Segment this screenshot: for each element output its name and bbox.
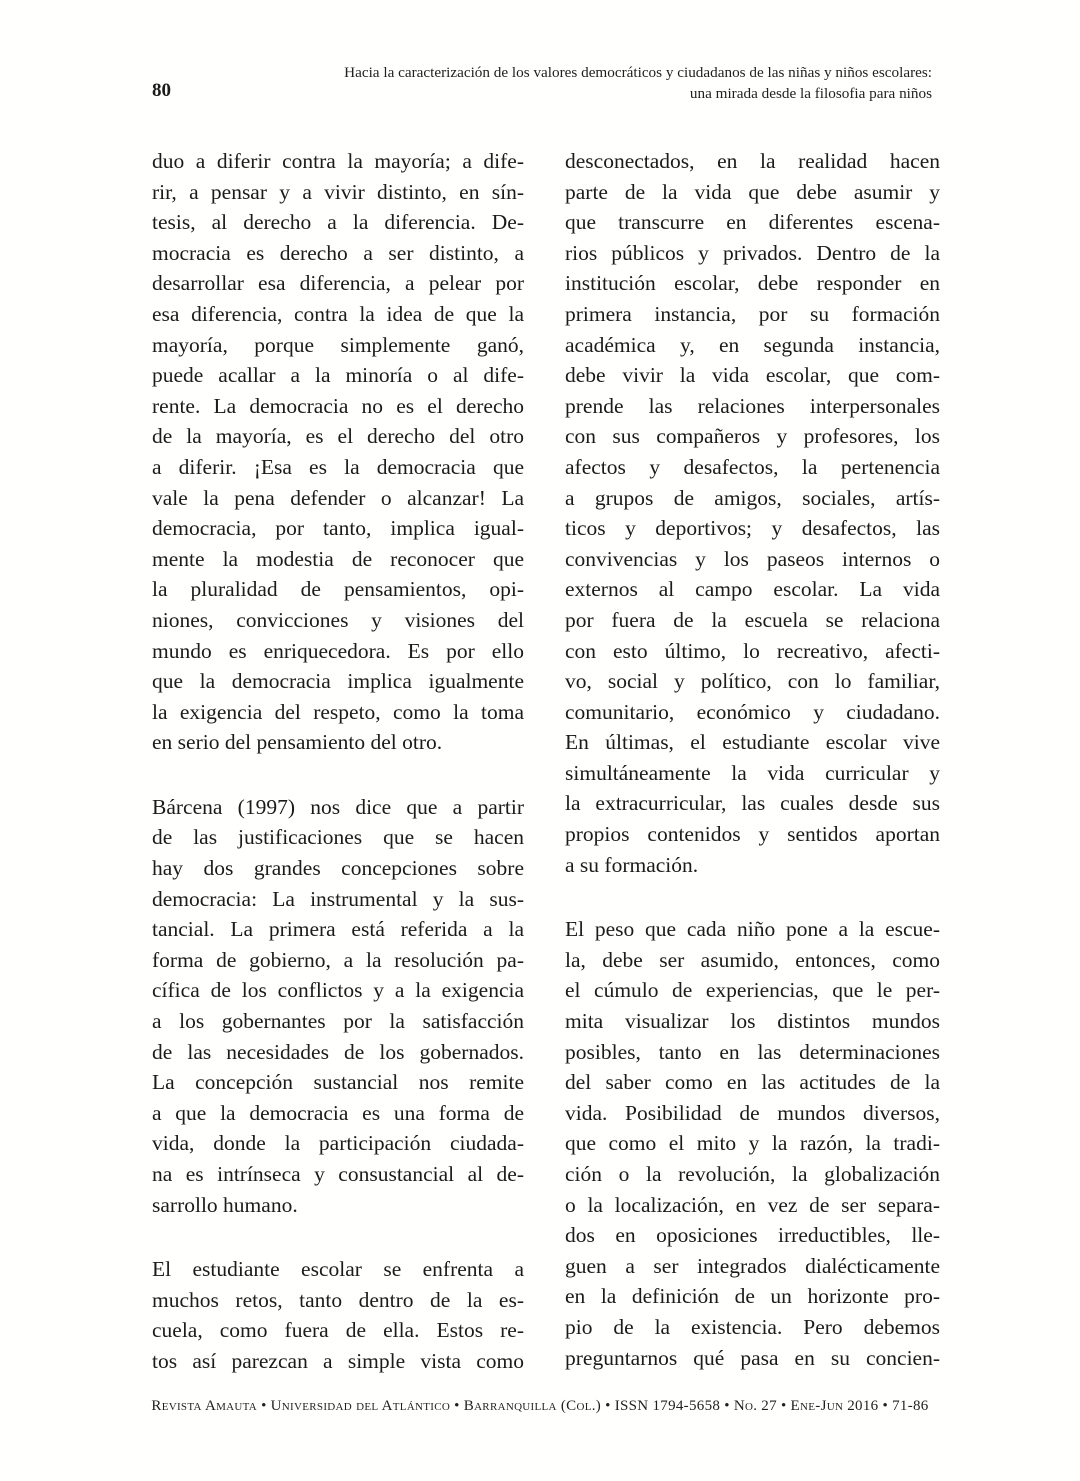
text-line: puede acallar a la minoría o al dife- (152, 363, 524, 388)
text-line: la exigencia del respeto, como la toma (152, 699, 524, 724)
text-line: guen a ser integrados dialécticamente (565, 1253, 940, 1278)
text-line: dos en oposiciones irreductibles, lle- (565, 1223, 940, 1248)
text-line: tesis, al derecho a la diferencia. De- (152, 210, 524, 235)
text-line: cífica de los conflictos y a la exigencia (152, 978, 524, 1003)
paragraph (565, 146, 940, 880)
text-line: tancial. La primera está referida a la (152, 917, 524, 942)
text-line: tos así parezcan a simple vista como (152, 1348, 524, 1373)
text-line: hay dos grandes concepciones sobre (152, 856, 524, 881)
text-line: de la mayoría, es el derecho del otro (152, 424, 524, 449)
text-line: que transcurre en diferentes escena- (565, 210, 940, 235)
text-line: la, debe ser asumido, entonces, como (565, 947, 940, 972)
right-column (565, 146, 940, 1373)
text-line: con esto último, lo recreativo, afecti- (565, 638, 940, 663)
text-line: con sus compañeros y profesores, los (565, 424, 940, 449)
text-line: pio de la existencia. Pero debemos (565, 1314, 940, 1339)
page-number: 80 (152, 80, 171, 101)
text-line: a grupos de amigos, sociales, artís- (565, 485, 940, 510)
paragraph (565, 914, 940, 1373)
running-title (212, 62, 932, 104)
text-line: Bárcena (1997) nos dice que a partir (152, 794, 524, 819)
text-line: académica y, en segunda instancia, (565, 332, 940, 357)
text-line: En últimas, el estudiante escolar vive (565, 730, 940, 755)
paragraph (152, 1254, 524, 1376)
text-line: rente. La democracia no es el derecho (152, 393, 524, 418)
paragraph (152, 146, 524, 758)
text-line: a diferir. ¡Esa es la democracia que (152, 454, 524, 479)
text-line: del saber como en las actitudes de la (565, 1070, 940, 1095)
text-line: La concepción sustancial nos remite (152, 1070, 524, 1095)
text-line: en la definición de un horizonte pro- (565, 1284, 940, 1309)
text-line: afectos y desafectos, la pertenencia (565, 454, 940, 479)
text-line: que como el mito y la razón, la tradi- (565, 1131, 940, 1156)
text-line: debe vivir la vida escolar, que com- (565, 363, 940, 388)
text-line: vida, donde la participación ciudada- (152, 1131, 524, 1156)
text-line: ticos y deportivos; y desafectos, las (565, 516, 940, 541)
text-line: en serio del pensamiento del otro. (152, 730, 443, 755)
text-line: mente la modestia de reconocer que (152, 546, 524, 571)
text-line: cuela, como fuera de ella. Estos re- (152, 1318, 524, 1343)
text-line: ción o la revolución, la globalización (565, 1162, 940, 1186)
text-line: o la localización, en vez de ser separa- (565, 1192, 940, 1217)
journal-footer: Revista Amauta • Universidad del Atlántico • Barranquilla (Col.) • ISSN 1794-5658 • No. 27 • Ene-Jun 2016 • 71-86 (151, 1398, 929, 1414)
text-line: vale la pena defender o alcanzar! La (152, 485, 524, 510)
text-line: a su formación. (565, 852, 699, 877)
running-title-line-2: una mirada desde la filosofia para niños (689, 85, 932, 102)
text-line: a los gobernantes por la satisfacción (152, 1009, 524, 1034)
text-line: propios contenidos y sentidos aportan (565, 822, 940, 847)
text-line: que la democracia implica igualmente (152, 669, 524, 694)
text-line: la extracurricular, las cuales desde sus (565, 791, 940, 816)
text-line: vida. Posibilidad de mundos diversos, (565, 1100, 940, 1125)
text-line: vo, social y político, con lo familiar, (565, 669, 940, 694)
text-line: de las necesidades de los gobernados. (152, 1039, 524, 1064)
text-line: duo a diferir contra la mayoría; a dife- (152, 149, 524, 173)
paragraph (152, 792, 524, 1220)
text-line: posibles, tanto en las determinaciones (565, 1039, 940, 1064)
text-line: mayoría, porque simplemente ganó, (152, 332, 524, 357)
text-line: El peso que cada niño pone a la escue- (565, 917, 940, 942)
text-line: por fuera de la escuela se relaciona (565, 607, 940, 632)
text-line: forma de gobierno, a la resolución pa- (152, 947, 524, 972)
text-line: mita visualizar los distintos mundos (565, 1009, 940, 1034)
text-line: esa diferencia, contra la idea de que la (152, 301, 524, 326)
text-line: democracia, por tanto, implica igual- (152, 516, 524, 541)
text-line: na es intrínseca y consustancial al de- (152, 1162, 524, 1186)
text-line: mocracia es derecho a ser distinto, a (152, 240, 524, 265)
text-line: comunitario, económico y ciudadano. (565, 699, 940, 724)
text-line: la pluralidad de pensamientos, opi- (152, 577, 524, 602)
text-line: sarrollo humano. (152, 1192, 298, 1217)
text-line: institución escolar, debe responder en (565, 271, 940, 296)
text-line: convivencias y los paseos internos o (565, 546, 940, 571)
text-line: simultáneamente la vida curricular y (565, 760, 940, 785)
text-line: el cúmulo de experiencias, que le per- (565, 978, 940, 1003)
text-line: El estudiante escolar se enfrenta a (152, 1257, 524, 1282)
running-title-line-1: Hacia la caracterización de los valores democráticos y ciudadanos de las niñas y niños escolares: (344, 64, 932, 81)
text-line: a que la democracia es una forma de (152, 1100, 524, 1125)
text-line: prende las relaciones interpersonales (565, 393, 940, 418)
text-line: mundo es enriquecedora. Es por ello (152, 638, 524, 663)
text-line: preguntarnos qué pasa en su concien- (565, 1345, 940, 1370)
text-line: externos al campo escolar. La vida (565, 577, 940, 602)
text-line: rios públicos y privados. Dentro de la (565, 240, 940, 265)
text-line: muchos retos, tanto dentro de la es- (152, 1287, 524, 1312)
text-line: de las justificaciones que se hacen (152, 825, 524, 850)
text-line: desarrollar esa diferencia, a pelear por (152, 271, 524, 296)
left-column (152, 146, 524, 1377)
text-line: parte de la vida que debe asumir y (565, 179, 940, 204)
text-line: rir, a pensar y a vivir distinto, en sín- (152, 179, 524, 204)
text-line: democracia: La instrumental y la sus- (152, 886, 524, 911)
text-line: primera instancia, por su formación (565, 301, 940, 326)
text-line: desconectados, en la realidad hacen (565, 149, 940, 173)
text-line: niones, convicciones y visiones del (152, 607, 524, 632)
